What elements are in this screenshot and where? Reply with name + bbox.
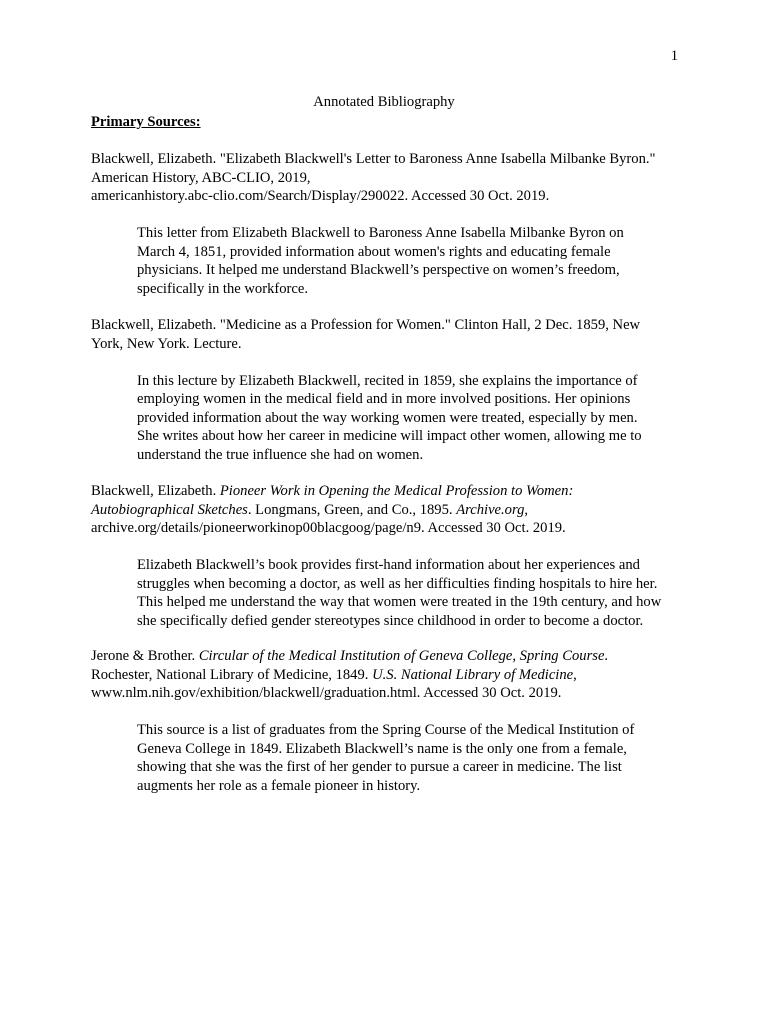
citation-text: americanhistory.abc-clio.com/Search/Display/290022. Accessed 30 Oct. 2019.	[91, 188, 550, 204]
annotation-line: augments her role as a female pioneer in history.	[137, 777, 421, 794]
citation-text: ,	[524, 501, 529, 518]
bibliography-entry	[91, 482, 691, 630]
annotation-line: March 4, 1851, provided information about women's rights and educating female	[137, 243, 611, 260]
annotation-line: This letter from Elizabeth Blackwell to Baroness Anne Isabella Milbanke Byron on	[137, 225, 624, 241]
annotation-line: Elizabeth Blackwell’s book provides first-hand information about her experiences and	[137, 557, 640, 573]
annotation-line: understand the true influence she had on women.	[137, 446, 424, 463]
annotation-line: This source is a list of graduates from the Spring Course of the Medical Institution of	[137, 722, 635, 738]
citation-text: .	[604, 648, 609, 664]
annotation-line: showing that she was the first of her gender to pursue a career in medicine. The list	[137, 759, 622, 775]
annotation-line: Geneva College in 1849. Elizabeth Blackwell’s name is the only one from a female,	[137, 740, 627, 757]
citation-title-italic: Circular of the Medical Institution of Geneva College, Spring Course	[198, 648, 605, 664]
citation-text: www.nlm.nih.gov/exhibition/blackwell/graduation.html. Accessed 30 Oct. 2019.	[91, 685, 562, 701]
page-number: 1	[670, 48, 678, 64]
annotation	[91, 721, 691, 795]
section-heading: Primary Sources:	[91, 114, 201, 130]
citation-text: . Longmans, Green, and Co., 1895.	[247, 501, 457, 518]
citation-text: archive.org/details/pioneerworkinop00blacgoog/page/n9. Accessed 30 Oct. 2019.	[91, 520, 566, 536]
annotation-line: she specifically defied gender stereotypes since childhood in order to become a doctor.	[137, 612, 644, 629]
citation-container-italic: U.S. National Library of Medicine	[372, 666, 574, 683]
citation-title-italic: Pioneer Work in Opening the Medical Profession to Women:	[219, 483, 574, 499]
annotation-line: specifically in the workforce.	[137, 280, 308, 297]
citation-text: York, New York. Lecture.	[91, 335, 242, 352]
annotation-line: struggles when becoming a doctor, as well as her difficulties finding hospitals to hire her.	[137, 575, 658, 592]
annotation-line: In this lecture by Elizabeth Blackwell, recited in 1859, she explains the importance of	[137, 372, 638, 389]
bibliography-entry	[91, 150, 691, 298]
annotation-line: physicians. It helped me understand Blackwell’s perspective on women’s freedom,	[137, 262, 620, 278]
citation-text: Jerone & Brother.	[91, 648, 199, 664]
citation-text: Blackwell, Elizabeth.	[91, 483, 220, 499]
citation-text: Blackwell, Elizabeth. "Elizabeth Blackwell's Letter to Baroness Anne Isabella Milbanke Byron."	[91, 151, 656, 167]
citation	[91, 647, 691, 703]
citation-container-italic: Archive.org	[456, 501, 525, 518]
citation-title-italic: Autobiographical Sketches	[91, 501, 248, 518]
annotation-line: She writes about how her career in medicine will impact other women, allowing me to	[137, 428, 642, 444]
citation	[91, 150, 691, 206]
citation-text: ,	[573, 666, 577, 683]
citation-text: American History, ABC-CLIO, 2019,	[91, 169, 311, 186]
citation-text: Rochester, National Library of Medicine, 1849.	[91, 666, 373, 683]
annotation-line: This helped me understand the way that women were treated in the 19th century, and how	[137, 594, 662, 610]
document-title: Annotated Bibliography	[313, 94, 455, 110]
annotation-line: employing women in the medical field and in more involved positions. Her opinions	[137, 391, 631, 407]
annotation	[91, 224, 691, 298]
annotation-line: provided information about the way working women were treated, especially by men.	[137, 409, 638, 426]
citation	[91, 316, 691, 353]
citation-text: Blackwell, Elizabeth. "Medicine as a Profession for Women." Clinton Hall, 2 Dec. 1859, New	[91, 317, 641, 333]
citation	[91, 482, 691, 538]
bibliography-entry	[91, 647, 691, 795]
bibliography-entry	[91, 316, 691, 464]
annotation	[91, 372, 691, 465]
annotation	[91, 556, 691, 630]
